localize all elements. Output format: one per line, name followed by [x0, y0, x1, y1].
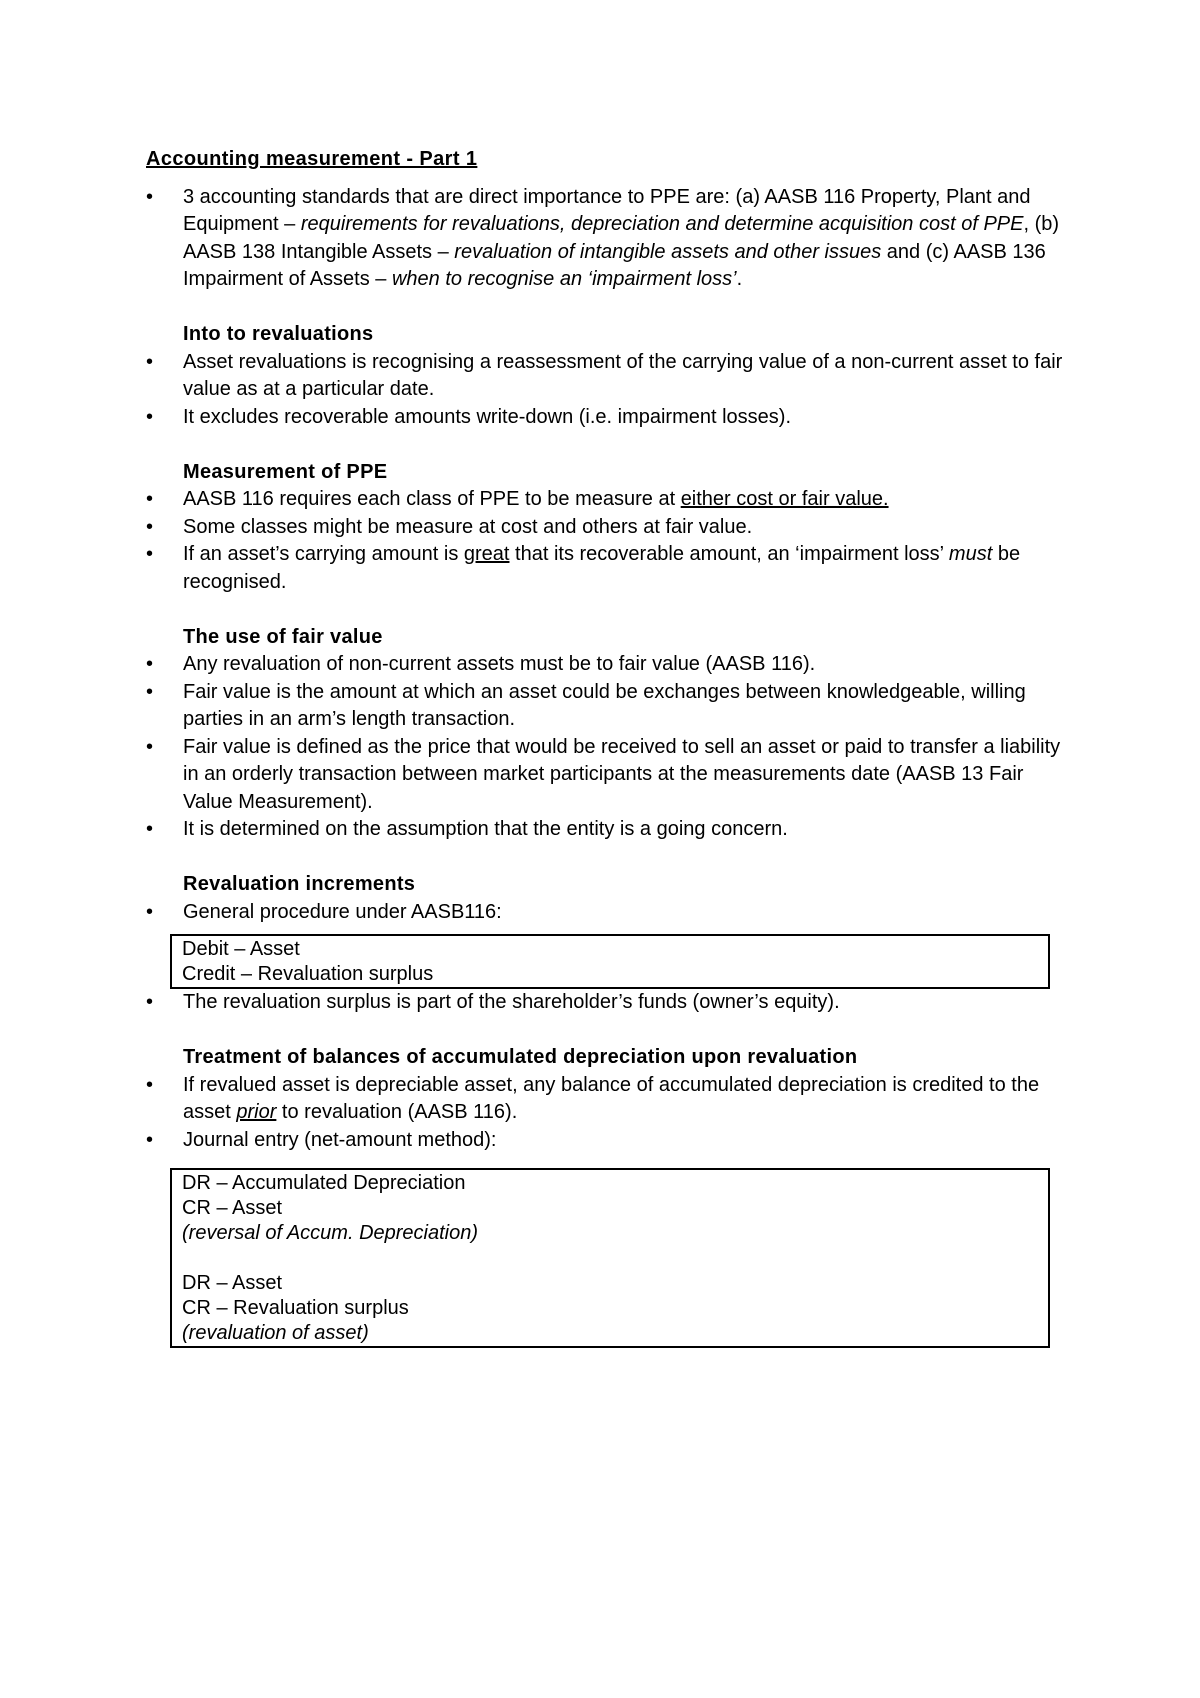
paragraph-text: and (c) AASB 136 Impairment of Assets – [183, 240, 1046, 290]
list-item-text: It is determined on the assumption that the entity is a going concern. [183, 818, 788, 840]
intro-list [146, 184, 1066, 294]
paragraph-text: 3 accounting standards that are direct importance to PPE are: (a) AASB 116 Property, Plant and Equipment – [183, 185, 1031, 235]
bullet-icon: • [146, 543, 154, 565]
bullet-icon: • [146, 1128, 154, 1151]
bullet-icon: • [146, 405, 154, 428]
list-item [146, 679, 1066, 734]
document-body [146, 146, 1066, 1348]
list-item-text: If revalued asset is depreciable asset, any balance of accumulated depreciation is credited to the asset [183, 1073, 1040, 1123]
section-heading: Treatment of balances of accumulated depreciation upon revaluation [183, 1046, 858, 1068]
list-item-text: If an asset’s carrying amount is [183, 543, 464, 565]
intro-paragraph [183, 186, 1059, 291]
italic-text: must [948, 543, 993, 565]
document-title: Accounting measurement - Part 1 [146, 148, 478, 170]
journal-note: (reversal of Accum. Depreciation) [182, 1222, 479, 1244]
bullet-icon: • [146, 680, 154, 703]
list-item [146, 816, 1066, 844]
list-item-text: It excludes recoverable amounts write-down (i.e. impairment losses). [183, 405, 792, 428]
list-item [146, 486, 1066, 514]
bullet-icon: • [146, 350, 154, 373]
list-item [146, 989, 1066, 1017]
section-heading: Into to revaluations [183, 323, 374, 345]
journal-line: DR – Asset [182, 1272, 283, 1294]
journal-box-net-amount [170, 1168, 1050, 1348]
journal-note: (revaluation of asset) [182, 1322, 369, 1344]
section-heading: Revaluation increments [183, 873, 416, 895]
list-item-text: Asset revaluations is recognising a reassessment of the carrying value of a non-current asset to fair value as at a particular date. [183, 350, 1063, 400]
italic-text: when to recognise an ‘impairment loss’ [391, 268, 737, 290]
journal-line: CR – Revaluation surplus [182, 1297, 409, 1319]
bullet-icon: • [146, 653, 154, 675]
underlined-text: prior [236, 1101, 277, 1123]
paragraph-text: . [736, 268, 743, 290]
journal-blank-line [182, 1246, 1038, 1271]
journal-line: Debit – Asset [182, 938, 300, 960]
bullet-icon: • [146, 1073, 154, 1096]
italic-text: revaluation of intangible assets and other issues [454, 240, 882, 263]
list-item [146, 541, 1066, 596]
bullet-icon: • [146, 991, 154, 1013]
list-item [146, 1072, 1066, 1127]
increments-list [146, 899, 1066, 927]
list-item-text: Fair value is the amount at which an asset could be exchanges between knowledgeable, willing parties in an arm’s length transaction. [183, 680, 1026, 730]
bullet-icon: • [146, 818, 154, 840]
list-item-text: Journal entry (net-amount method): [183, 1128, 497, 1151]
list-item [146, 899, 1066, 927]
section-fair-value [146, 624, 1066, 844]
journal-line: DR – Accumulated Depreciation [182, 1172, 466, 1194]
list-item [146, 349, 1066, 404]
list-item-text: General procedure under AASB116: [183, 900, 502, 923]
measurement-list [146, 486, 1066, 596]
bullet-icon: • [146, 735, 154, 758]
journal-line: CR – Asset [182, 1197, 283, 1219]
list-item-text: AASB 116 requires each class of PPE to be measure at [183, 488, 681, 510]
bullet-icon: • [146, 488, 154, 510]
list-item [146, 184, 1066, 294]
treatment-list [146, 1072, 1066, 1155]
italic-text: requirements for revaluations, depreciation and determine acquisition cost of PPE [300, 213, 1024, 235]
list-item-text: Any revaluation of non-current assets must be to fair value (AASB 116). [183, 653, 816, 675]
list-item [146, 734, 1066, 817]
list-item-text: Some classes might be measure at cost and others at fair value. [183, 515, 753, 538]
bullet-icon: • [146, 515, 154, 538]
list-item-text: that its recoverable amount, an ‘impairment loss’ [509, 543, 949, 565]
section-measurement [146, 459, 1066, 597]
fair-value-list [146, 651, 1066, 844]
list-item-text: Fair value is defined as the price that would be received to sell an asset or paid to transfer a liability in an orderly transaction between market participants at the measurements date (AASB 13 Fair Value Measurement). [183, 735, 1061, 813]
list-item-text: The revaluation surplus is part of the shareholder’s funds (owner’s equity). [183, 991, 840, 1013]
underlined-text: either cost or fair value. [680, 488, 889, 510]
increments-list-2 [146, 989, 1066, 1017]
bullet-icon: • [146, 900, 154, 923]
list-item [146, 404, 1066, 432]
section-increments [146, 871, 1066, 1017]
section-revaluations [146, 321, 1066, 431]
journal-line: Credit – Revaluation surplus [182, 963, 434, 985]
section-heading: Measurement of PPE [183, 460, 388, 483]
list-item-text: to revaluation (AASB 116). [276, 1101, 518, 1123]
list-item [146, 651, 1066, 679]
list-item [146, 1127, 1066, 1155]
section-heading: The use of fair value [183, 625, 383, 648]
revaluations-list [146, 349, 1066, 432]
paragraph-text: , (b) AASB 138 Intangible Assets – [183, 213, 1060, 263]
underlined-text: great [463, 543, 510, 565]
list-item [146, 514, 1066, 542]
bullet-icon: • [146, 185, 154, 208]
list-item-text: be recognised. [183, 543, 1021, 593]
section-treatment [146, 1044, 1066, 1348]
journal-box-increment [170, 934, 1050, 989]
